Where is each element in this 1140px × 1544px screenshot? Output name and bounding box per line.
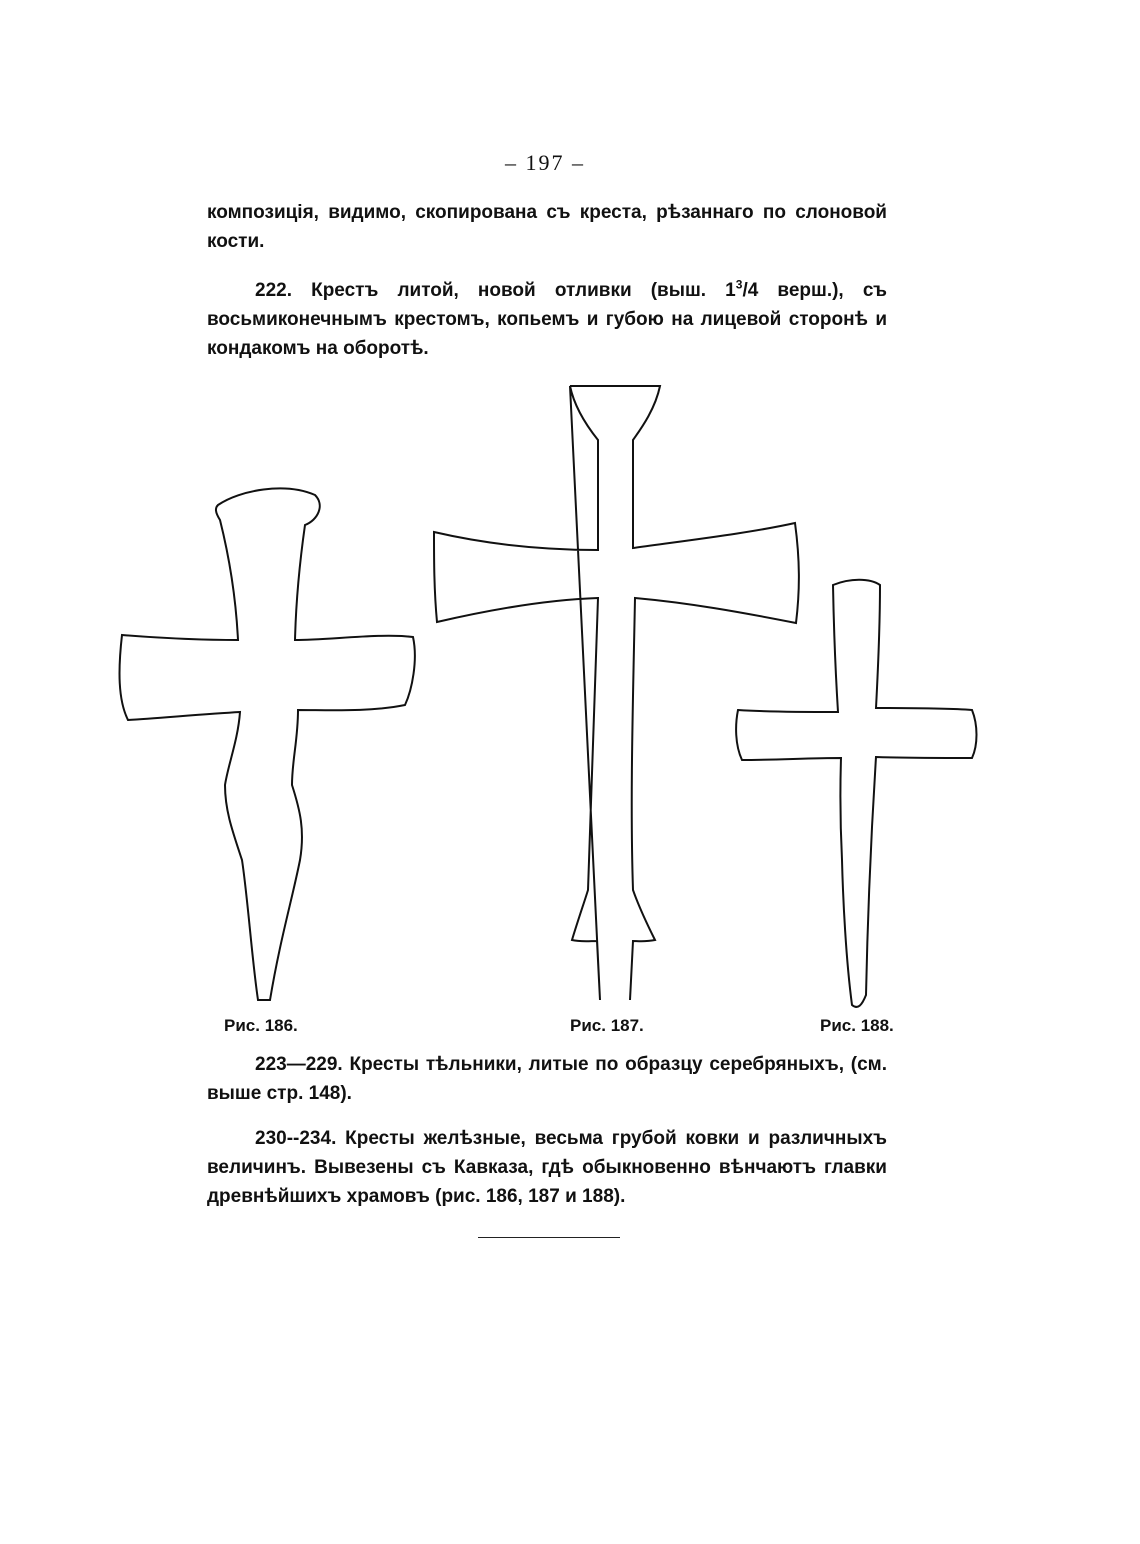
caption-fig-186: Рис. 186.	[224, 1016, 298, 1035]
caption-fig-187: Рис. 187.	[570, 1016, 644, 1035]
cross-figures	[0, 370, 1140, 1020]
page-number: – 197 –	[505, 150, 585, 175]
entry-text: литой, новой отливки (выш. 1	[378, 280, 736, 301]
entry-term: Крестъ	[311, 280, 379, 301]
entry-term: Кресты желѣзные	[345, 1128, 521, 1149]
entry-text-continued: /4 верш.), съ восьмиконечнымъ крестомъ, копьемъ и губою на лицевой сторонѣ и кондакомъ на оборотѣ.	[207, 280, 887, 359]
section-divider	[478, 1237, 620, 1238]
paragraph-continued: композиція, видимо, скопирована съ креста, рѣзаннаго по слоновой кости.	[207, 202, 887, 252]
paragraph-223-229: 223—229. Кресты тѣльники, литые по образцу серебряныхъ, (см. выше стр. 148).	[207, 1054, 888, 1104]
entry-text: , литые по образцу серебряныхъ, (см. выше стр. 148).	[207, 1054, 888, 1104]
paragraph-222: 222. Крестъ литой, новой отливки (выш. $1^3/4$ верш.), съ восьмиконечнымъ крестомъ, копьемъ и губою на лицевой сторонѣ и кондакомъ на оборотѣ.	[207, 277, 887, 359]
entry-number: 222	[255, 280, 287, 301]
paragraph-230-234: 230--234. Кресты желѣзные, весьма грубой ковки и различныхъ величинъ. Вывезены съ Кавказа, гдѣ обыкновенно вѣнчаютъ главки древнѣйшихъ храмовъ (рис. 186, 187 и 188).	[207, 1128, 887, 1207]
cross-outline-186	[120, 488, 415, 1000]
cross-outline-188	[736, 580, 976, 1007]
caption-fig-188: Рис. 188.	[820, 1016, 894, 1035]
entry-number: 230--234	[255, 1128, 332, 1149]
entry-term: Кресты тѣльники	[349, 1054, 517, 1075]
cross-outline-187	[434, 386, 799, 1000]
fraction-numerator: 3	[735, 277, 743, 292]
entry-text: , весьма грубой ковки и различныхъ величинъ. Вывезены съ Кавказа, гдѣ обыкновенно вѣнчаютъ главки древнѣйшихъ храмовъ (рис. 186, 187 и 188).	[207, 1128, 887, 1207]
entry-number: 223—229	[255, 1054, 338, 1075]
